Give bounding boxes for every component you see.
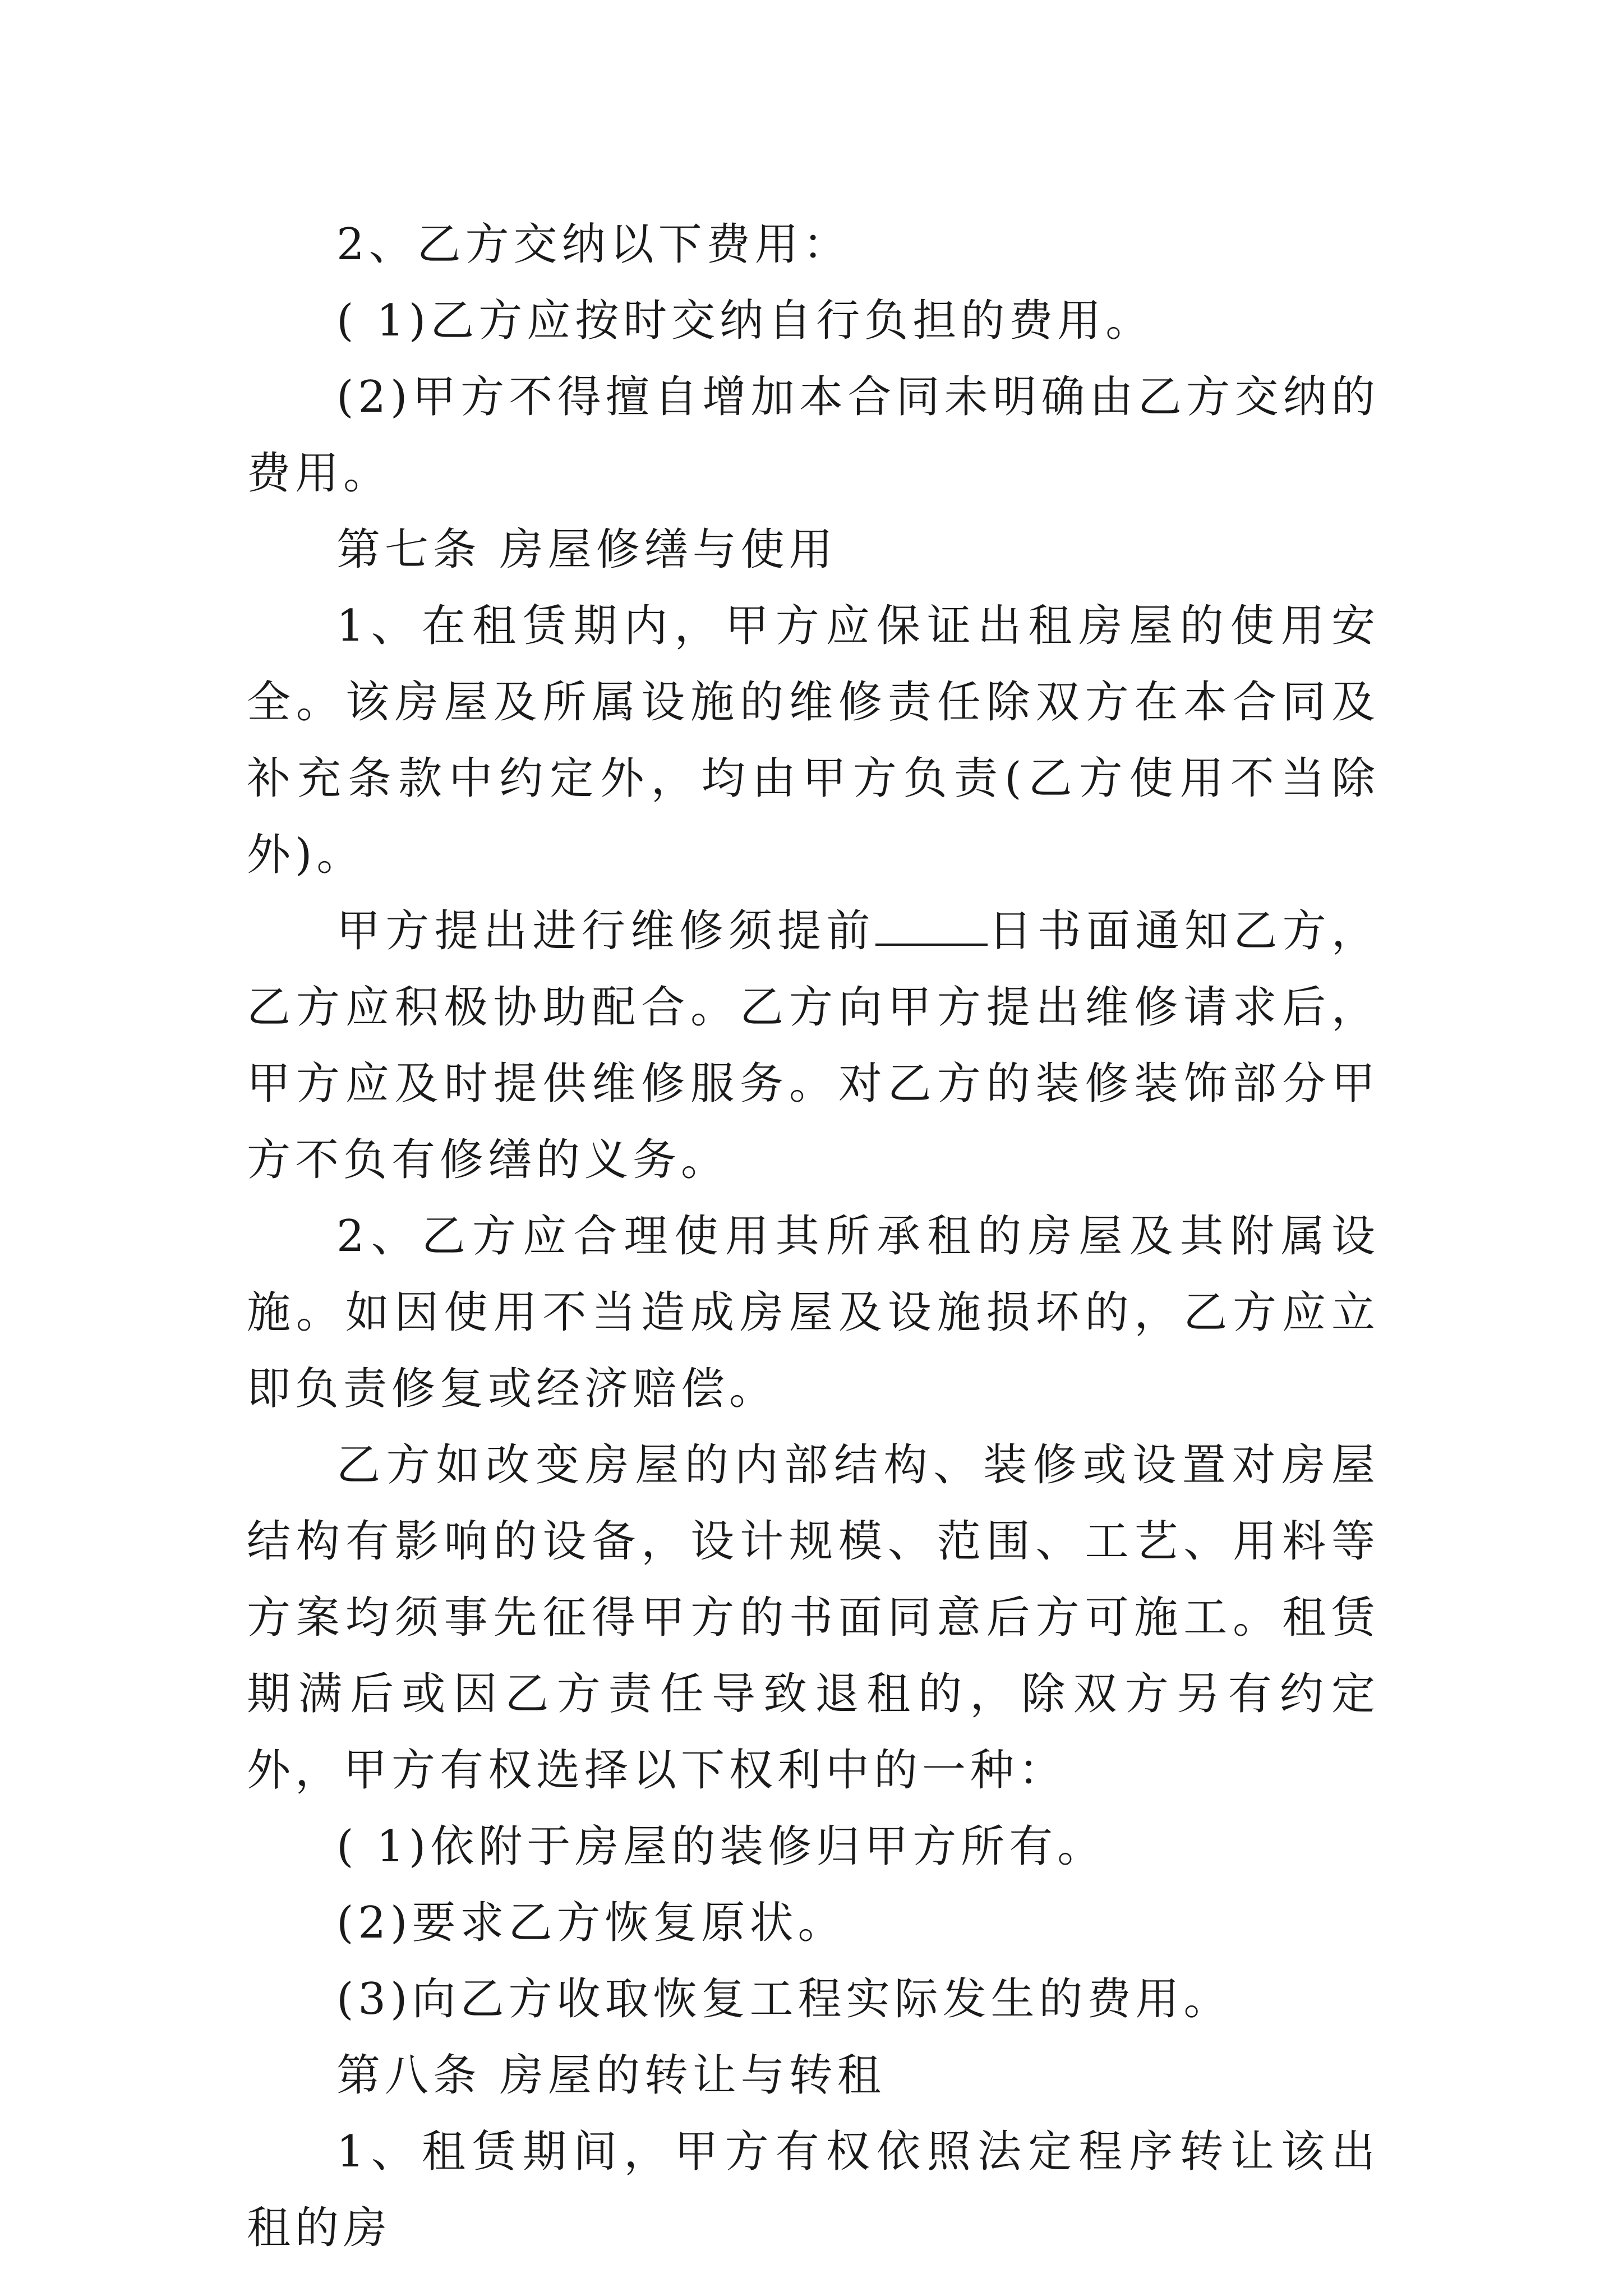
fee-clause-intro: 2、乙方交纳以下费用： (336, 219, 851, 270)
article-8-heading: 第八条 房屋的转让与转租 (336, 2050, 886, 2101)
document-body (247, 206, 1380, 2266)
fee-clause-item-2: (2)甲方不得擅自增加本合同未明确由乙方交纳的费用。 (247, 372, 1380, 499)
days-blank-field (875, 904, 988, 946)
article-7-clause-2: 2、乙方应合理使用其所承租的房屋及其附属设施。如因使用不当造成房屋及设施损坏的，乙方应立即负责修复或经济赔偿。 (247, 1211, 1380, 1414)
article-7-heading: 第七条 房屋修缮与使用 (336, 524, 837, 575)
article-7-repair-notice (247, 893, 1380, 1198)
repair-notice-rest: 日书面通知乙方，乙方应积极协助配合。乙方向甲方提出维修请求后，甲方应及时提供维修服务。对乙方的装修装饰部分甲方不负有修缮的义务。 (247, 906, 1380, 1185)
article-7-clause-1: 1、在租赁期内，甲方应保证出租房屋的使用安全。该房屋及所属设施的维修责任除双方在本合同及补充条款中约定外，均由甲方负责(乙方使用不当除外)。 (247, 601, 1380, 880)
fee-clause-item-1: ( 1)乙方应按时交纳自行负担的费用。 (336, 296, 1154, 346)
article-7-alteration-clause: 乙方如改变房屋的内部结构、装修或设置对房屋结构有影响的设备，设计规模、范围、工艺、用料等方案均须事先征得甲方的书面同意后方可施工。租赁期满后或因乙方责任导致退租的，除双方另有约定外，甲方有权选择以下权利中的一种： (247, 1440, 1380, 1796)
article-8-clause-1: 1、租赁期间，甲方有权依照法定程序转让该出租的房 (247, 2127, 1380, 2253)
repair-notice-lead: 甲方提出进行维修须提前 (336, 906, 876, 956)
alteration-option-2: (2)要求乙方恢复原状。 (336, 1898, 846, 1948)
alteration-option-3: (3)向乙方收取恢复工程实际发生的费用。 (336, 1974, 1232, 2024)
alteration-option-1: ( 1)依附于房屋的装修归甲方所有。 (336, 1821, 1106, 1872)
